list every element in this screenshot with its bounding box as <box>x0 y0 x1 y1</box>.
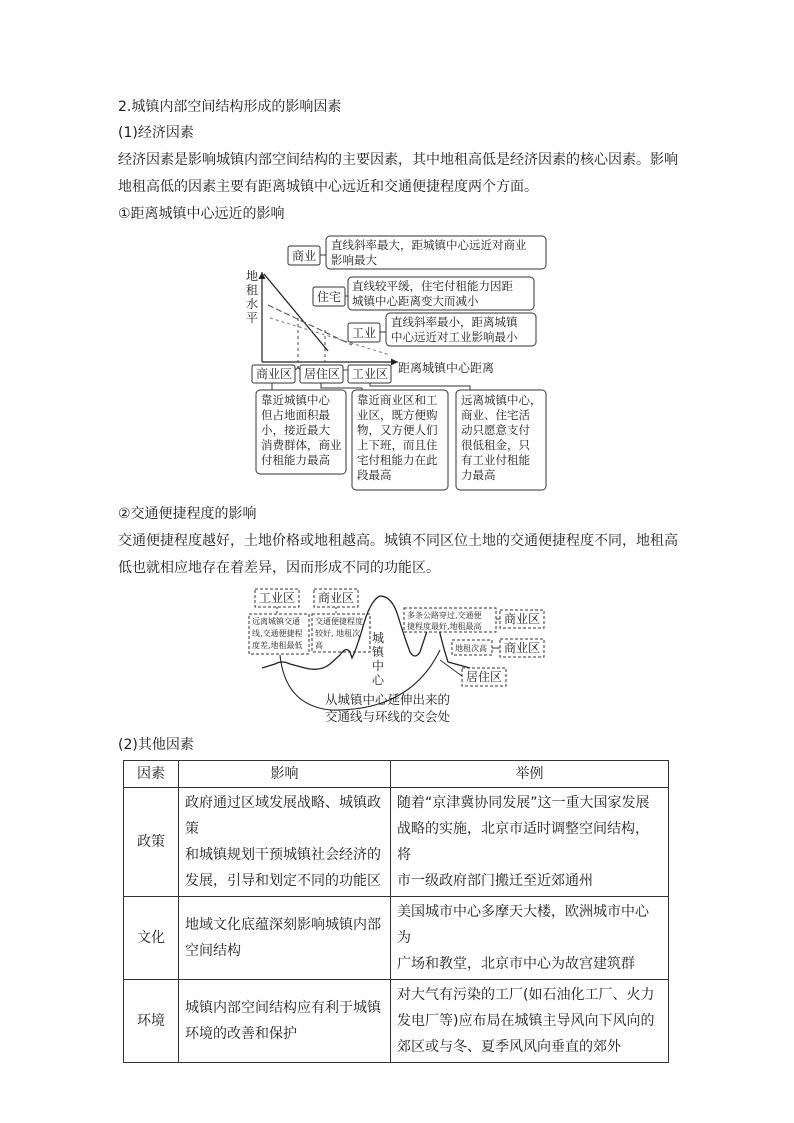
f2-note-commerce-text: 较好, 地租次 <box>315 629 361 638</box>
zone-label-commerce: 商业区 <box>256 367 293 381</box>
zone-desc-commerce: 小，接近最大 <box>261 423 330 437</box>
f2-label-commerce-right: 商业区 <box>504 612 541 626</box>
other-factors-title: (2)其他因素 <box>118 737 194 753</box>
f2-label-residential: 居住区 <box>466 670 503 684</box>
zone-desc-residential: 物，又方便人们 <box>357 423 438 437</box>
center-label-char: 城 <box>372 631 385 645</box>
f2-caption: 交通线与环线的交会处 <box>325 709 451 724</box>
table-row <box>124 980 669 1063</box>
traffic-influence-title: ②交通便捷程度的影响 <box>118 506 257 522</box>
traffic-accessibility-diagram <box>249 589 544 724</box>
center-label-char: 心 <box>372 673 385 687</box>
residential-note: 直线较平缓，住宅付租能力因距 <box>352 279 513 293</box>
zone-desc-commerce: 付租能力最高 <box>261 453 330 467</box>
commerce-note: 直线斜率最大，距城镇中心远近对商业 <box>331 238 527 252</box>
impact-cell: 城镇内部空间结构应有利于城镇 环境的改善和保护 <box>179 980 391 1063</box>
residential-note: 城镇中心距离变大而减小 <box>352 294 479 308</box>
f2-label-industry: 工业区 <box>259 591 296 605</box>
f2-note-commerce-text: 高 <box>315 641 323 650</box>
residential-label: 住宅 <box>317 290 342 304</box>
f2-note-top-text: 捷程度最好,地租最高 <box>407 622 482 631</box>
economic-paragraph-line2: 地租高低的因素主要有距离城镇中心远近和交通便捷程度两个方面。 <box>118 179 538 195</box>
zone-desc-commerce: 靠近城镇中心 <box>261 393 330 407</box>
f2-note-commerce-text: 交通便捷程度 <box>315 617 363 626</box>
example-cell: 随着“京津冀协同发展”这一重大国家发展 战略的实施，北京市适时调整空间结构，将 市一级政府部门搬迁至近郊通州 <box>391 788 669 897</box>
zone-desc-commerce: 消费群体，商业 <box>261 438 342 452</box>
f2-note-top-text: 多条公路穿过,交通便 <box>407 611 482 620</box>
example-cell: 对大气有污染的工厂(如石油化工厂、火力 发电厂等)应布局在城镇主导风向下风向的 郊区或与冬、夏季风风向垂直的郊外 <box>391 980 669 1063</box>
y-axis-char: 租 <box>246 283 259 297</box>
center-label-char: 中 <box>372 659 385 673</box>
x-axis-label: 距离城镇中心距离 <box>398 361 495 375</box>
y-axis-char: 水 <box>246 297 259 311</box>
f2-note-industry-text: 度差,地租最低 <box>252 641 303 650</box>
zone-desc-residential: 上下班，而且住 <box>357 438 438 452</box>
commerce-label: 商业 <box>292 249 317 263</box>
zone-desc-industry: 很低租金，只 <box>461 438 530 452</box>
f2-label-commerce: 商业区 <box>318 591 355 605</box>
zone-desc-commerce: 但占地面积最 <box>261 408 330 422</box>
zone-desc-residential: 宅付租能力在此 <box>357 453 438 467</box>
zone-label-residential: 居住区 <box>304 367 341 381</box>
zone-desc-residential: 业区，既方便购 <box>357 408 438 422</box>
factor-cell: 环境 <box>124 980 179 1063</box>
f2-note-industry-text: 线,交通便捷程 <box>252 629 303 638</box>
center-label-char: 镇 <box>372 645 385 659</box>
table-header-row <box>124 761 669 788</box>
factor-cell: 文化 <box>124 897 179 980</box>
table-row <box>124 788 669 897</box>
factor-cell: 政策 <box>124 788 179 897</box>
zone-desc-industry: 动只愿意支付 <box>461 423 530 437</box>
commerce-note: 影响最大 <box>331 253 377 267</box>
example-cell: 美国城市中心多摩天大楼，欧洲城市中心为 广场和教堂，北京市中心为故宫建筑群 <box>391 897 669 980</box>
industry-note: 中心远近对工业影响最小 <box>391 330 518 344</box>
zone-desc-industry: 力最高 <box>461 468 496 482</box>
impact-cell: 地域文化底蕴深刻影响城镇内部 空间结构 <box>179 897 391 980</box>
industry-note: 直线斜率最小，距离城镇 <box>391 315 518 329</box>
zone-desc-industry: 远离城镇中心， <box>461 393 542 407</box>
other-factors-table <box>123 760 669 1063</box>
f2-note-second-text: 地租次高 <box>455 644 487 653</box>
impact-cell: 政府通过区域发展战略、城镇政策 和城镇规划干预城镇社会经济的 发展，引导和划定不同的功能区 <box>179 788 391 897</box>
f2-note-industry-text: 远离城镇交通 <box>252 617 300 626</box>
traffic-paragraph-line1: 交通便捷程度越好，土地价格或地租越高。城镇不同区位土地的交通便捷程度不同，地租高 <box>118 533 678 549</box>
table-row <box>124 897 669 980</box>
header-example: 举例 <box>391 761 669 788</box>
zone-desc-residential: 段最高 <box>357 468 392 482</box>
header-factor: 因素 <box>124 761 179 788</box>
economic-paragraph-line1: 经济因素是影响城镇内部空间结构的主要因素，其中地租高低是经济因素的核心因素。影响 <box>118 152 678 168</box>
distance-influence-title: ①距离城镇中心远近的影响 <box>118 206 285 222</box>
header-impact: 影响 <box>179 761 391 788</box>
zone-desc-industry: 有工业付租能 <box>461 453 530 467</box>
zone-label-industry: 工业区 <box>352 367 389 381</box>
zone-desc-industry: 商业、住宅活 <box>461 408 530 422</box>
section-heading: 2.城镇内部空间结构形成的影响因素 <box>118 99 342 115</box>
y-axis-char: 地 <box>246 269 259 283</box>
y-axis-char: 平 <box>246 311 259 325</box>
traffic-paragraph-line2: 低也就相应地存在着差异，因而形成不同的功能区。 <box>118 560 440 576</box>
industry-label: 工业 <box>352 326 377 340</box>
economic-factors-title: (1)经济因素 <box>118 125 194 141</box>
commerce-line <box>264 274 328 351</box>
zone-desc-residential: 靠近商业区和工 <box>357 393 438 407</box>
f2-label-commerce-right: 商业区 <box>504 641 541 655</box>
f2-caption: 从城镇中心延伸出来的 <box>325 692 451 707</box>
